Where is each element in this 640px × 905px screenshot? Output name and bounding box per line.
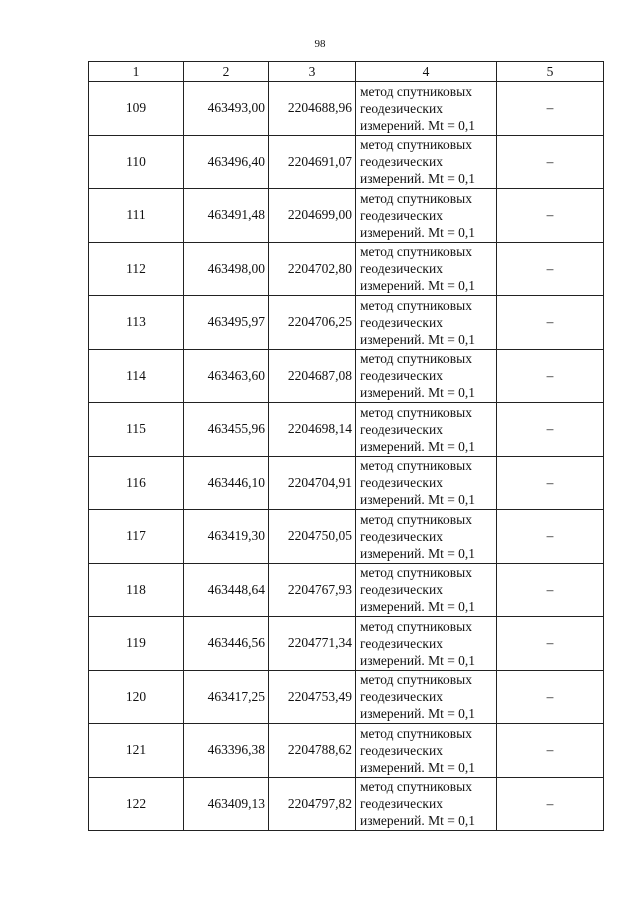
- method-line: метод спутниковых: [360, 244, 472, 260]
- y-coordinate-cell: 2204767,93: [269, 563, 356, 617]
- table-row: [89, 777, 604, 831]
- x-coordinate-cell: 463493,00: [184, 82, 269, 136]
- x-coordinate-cell: 463446,56: [184, 617, 269, 671]
- header-cell-5: 5: [497, 62, 604, 82]
- method-line: метод спутниковых: [360, 351, 472, 367]
- point-number-cell: 112: [89, 242, 184, 296]
- y-coordinate-cell: 2204704,91: [269, 456, 356, 510]
- point-number-cell: 118: [89, 563, 184, 617]
- header-cell-2: 2: [184, 62, 269, 82]
- table-row: [89, 296, 604, 350]
- y-coordinate-cell: 2204699,00: [269, 189, 356, 243]
- table-row: [89, 189, 604, 243]
- x-coordinate-cell: 463498,00: [184, 242, 269, 296]
- method-line: измерений. Mt = 0,1: [360, 813, 476, 829]
- method-line: метод спутниковых: [360, 618, 472, 634]
- method-line: метод спутниковых: [360, 137, 472, 153]
- method-line: геодезических: [360, 261, 443, 277]
- method-cell: [356, 296, 497, 350]
- note-cell: –: [497, 403, 604, 457]
- point-number-cell: 111: [89, 189, 184, 243]
- method-cell: [356, 670, 497, 724]
- x-coordinate-cell: 463448,64: [184, 563, 269, 617]
- y-coordinate-cell: 2204687,08: [269, 349, 356, 403]
- method-line: метод спутниковых: [360, 779, 472, 795]
- table-row: [89, 403, 604, 457]
- method-line: измерений. Mt = 0,1: [360, 652, 476, 668]
- method-line: геодезических: [360, 475, 443, 491]
- point-number-cell: 110: [89, 135, 184, 189]
- point-number-cell: 120: [89, 670, 184, 724]
- method-line: геодезических: [360, 207, 443, 223]
- x-coordinate-cell: 463495,97: [184, 296, 269, 350]
- method-cell: [356, 510, 497, 564]
- y-coordinate-cell: 2204702,80: [269, 242, 356, 296]
- page-number: 98: [314, 38, 326, 50]
- x-coordinate-cell: 463417,25: [184, 670, 269, 724]
- method-line: измерений. Mt = 0,1: [360, 331, 476, 347]
- method-cell: [356, 403, 497, 457]
- method-line: измерений. Mt = 0,1: [360, 706, 476, 722]
- x-coordinate-cell: 463496,40: [184, 135, 269, 189]
- method-line: метод спутниковых: [360, 404, 472, 420]
- table-body: [89, 62, 604, 831]
- point-number-cell: 114: [89, 349, 184, 403]
- point-number-cell: 116: [89, 456, 184, 510]
- table-row: [89, 510, 604, 564]
- method-cell: [356, 82, 497, 136]
- method-line: геодезических: [360, 689, 443, 705]
- coordinates-table: [88, 61, 604, 831]
- x-coordinate-cell: 463396,38: [184, 724, 269, 778]
- note-cell: –: [497, 724, 604, 778]
- method-cell: [356, 777, 497, 831]
- point-number-cell: 113: [89, 296, 184, 350]
- method-cell: [356, 456, 497, 510]
- x-coordinate-cell: 463491,48: [184, 189, 269, 243]
- method-line: метод спутниковых: [360, 190, 472, 206]
- note-cell: –: [497, 670, 604, 724]
- method-line: измерений. Mt = 0,1: [360, 117, 476, 133]
- method-line: геодезических: [360, 582, 443, 598]
- note-cell: –: [497, 777, 604, 831]
- method-cell: [356, 242, 497, 296]
- method-line: измерений. Mt = 0,1: [360, 545, 476, 561]
- method-cell: [356, 189, 497, 243]
- table-row: [89, 242, 604, 296]
- method-line: измерений. Mt = 0,1: [360, 599, 476, 615]
- note-cell: –: [497, 296, 604, 350]
- point-number-cell: 121: [89, 724, 184, 778]
- method-line: геодезических: [360, 154, 443, 170]
- x-coordinate-cell: 463463,60: [184, 349, 269, 403]
- method-line: измерений. Mt = 0,1: [360, 224, 476, 240]
- method-line: измерений. Mt = 0,1: [360, 278, 476, 294]
- method-cell: [356, 617, 497, 671]
- point-number-cell: 119: [89, 617, 184, 671]
- method-line: метод спутниковых: [360, 672, 472, 688]
- note-cell: –: [497, 82, 604, 136]
- method-cell: [356, 349, 497, 403]
- x-coordinate-cell: 463419,30: [184, 510, 269, 564]
- table-row: [89, 456, 604, 510]
- method-line: метод спутниковых: [360, 458, 472, 474]
- x-coordinate-cell: 463409,13: [184, 777, 269, 831]
- table-row: [89, 135, 604, 189]
- method-line: метод спутниковых: [360, 511, 472, 527]
- method-line: геодезических: [360, 368, 443, 384]
- method-cell: [356, 724, 497, 778]
- header-cell-4: 4: [356, 62, 497, 82]
- method-line: метод спутниковых: [360, 297, 472, 313]
- y-coordinate-cell: 2204797,82: [269, 777, 356, 831]
- y-coordinate-cell: 2204706,25: [269, 296, 356, 350]
- point-number-cell: 122: [89, 777, 184, 831]
- table-row: [89, 563, 604, 617]
- method-line: измерений. Mt = 0,1: [360, 438, 476, 454]
- method-line: геодезических: [360, 100, 443, 116]
- y-coordinate-cell: 2204750,05: [269, 510, 356, 564]
- note-cell: –: [497, 617, 604, 671]
- header-row: [89, 62, 604, 82]
- method-line: измерений. Mt = 0,1: [360, 171, 476, 187]
- point-number-cell: 109: [89, 82, 184, 136]
- y-coordinate-cell: 2204691,07: [269, 135, 356, 189]
- x-coordinate-cell: 463455,96: [184, 403, 269, 457]
- note-cell: –: [497, 563, 604, 617]
- note-cell: –: [497, 189, 604, 243]
- x-coordinate-cell: 463446,10: [184, 456, 269, 510]
- note-cell: –: [497, 456, 604, 510]
- table-row: [89, 349, 604, 403]
- y-coordinate-cell: 2204771,34: [269, 617, 356, 671]
- table-row: [89, 724, 604, 778]
- y-coordinate-cell: 2204788,62: [269, 724, 356, 778]
- method-cell: [356, 135, 497, 189]
- method-line: метод спутниковых: [360, 83, 472, 99]
- point-number-cell: 115: [89, 403, 184, 457]
- method-line: метод спутниковых: [360, 725, 472, 741]
- method-line: измерений. Mt = 0,1: [360, 492, 476, 508]
- note-cell: –: [497, 349, 604, 403]
- note-cell: –: [497, 242, 604, 296]
- table-row: [89, 82, 604, 136]
- note-cell: –: [497, 510, 604, 564]
- method-line: геодезических: [360, 528, 443, 544]
- method-line: геодезических: [360, 635, 443, 651]
- note-cell: –: [497, 135, 604, 189]
- method-line: измерений. Mt = 0,1: [360, 385, 476, 401]
- method-cell: [356, 563, 497, 617]
- y-coordinate-cell: 2204753,49: [269, 670, 356, 724]
- method-line: геодезических: [360, 314, 443, 330]
- table-row: [89, 617, 604, 671]
- method-line: геодезических: [360, 796, 443, 812]
- header-cell-1: 1: [89, 62, 184, 82]
- method-line: геодезических: [360, 421, 443, 437]
- y-coordinate-cell: 2204698,14: [269, 403, 356, 457]
- method-line: измерений. Mt = 0,1: [360, 759, 476, 775]
- method-line: метод спутниковых: [360, 565, 472, 581]
- point-number-cell: 117: [89, 510, 184, 564]
- table-row: [89, 670, 604, 724]
- y-coordinate-cell: 2204688,96: [269, 82, 356, 136]
- method-line: геодезических: [360, 742, 443, 758]
- header-cell-3: 3: [269, 62, 356, 82]
